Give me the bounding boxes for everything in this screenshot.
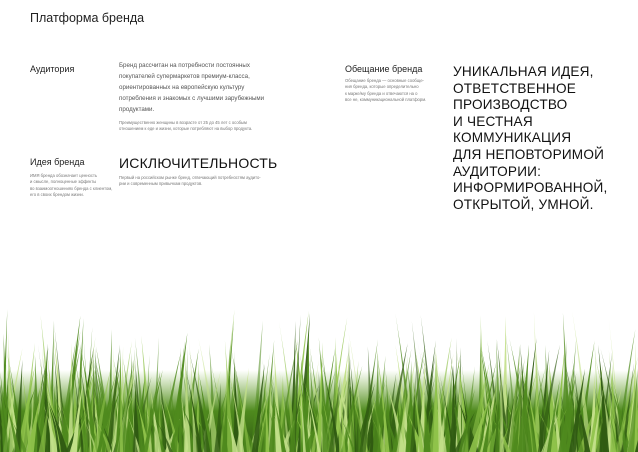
audience-note [119, 120, 319, 133]
text-line: все не, коммуникациональной платформ. [345, 97, 427, 103]
slogan-line: ИНФОРМИРОВАННОЙ, [453, 180, 608, 196]
promise-label: Обещание бренда [345, 64, 423, 74]
text-line: покупателей супермаркетов премиум-класса, [119, 73, 250, 80]
audience-main-text [119, 60, 319, 115]
text-line: во взаимоотношениях бренда с клиентом, [30, 185, 113, 191]
slogan-line: И ЧЕСТНАЯ [453, 113, 533, 129]
brand-idea-label: Идея бренда [30, 157, 85, 167]
audience-label: Аудитория [30, 64, 75, 74]
slogan-line: АУДИТОРИИ: [453, 163, 542, 179]
slogan-line: ПРОИЗВОДСТВО [453, 97, 568, 113]
text-line: отношением к еде и жизни, которые потребляют на выбор продукта. [119, 126, 253, 132]
slogan-line: ОТКРЫТОЙ, УМНОЙ. [453, 196, 594, 212]
text-line: рии и современным привычкам продуктов. [119, 181, 203, 187]
exclusivity-text [119, 175, 319, 188]
text-line: Бренд рассчитан на потребности постоянных [119, 62, 250, 69]
text-line: к марке/му бренда и отвечаются на о [345, 90, 418, 96]
page-title: Платформа бренда [30, 11, 145, 25]
slogan-line: УНИКАЛЬНАЯ ИДЕЯ, [453, 64, 594, 79]
text-line: Первый на российском рынке бренд, отвечающий потребностям аудито- [119, 175, 261, 180]
slogan-line: КОММУНИКАЦИЯ [453, 130, 572, 146]
text-line: Преимущественно женщины в возрасте от 25 до 45 лет с особым [119, 120, 247, 125]
text-line: ИМЯ бренда обозначает ценность [30, 173, 98, 178]
text-line: его в своих брендом жизни. [30, 192, 84, 198]
text-line: продуктами. [119, 106, 155, 113]
grass-illustration [0, 300, 638, 452]
brand-slogan [453, 64, 633, 213]
text-line: потребления и знакомых с лучшими зарубежными [119, 95, 265, 102]
slogan-line: ОТВЕТСТВЕННОЕ [453, 80, 576, 96]
text-line: ориентированных на европейскую культуру [119, 84, 245, 91]
brand-idea-text [30, 173, 120, 199]
text-line: и смысле, полноценные эффекты [30, 179, 97, 185]
text-line: ния бренда, которые определительно [345, 84, 419, 90]
exclusivity-title: ИСКЛЮЧИТЕЛЬНОСТЬ [119, 155, 278, 171]
slogan-line: ДЛЯ НЕПОВТОРИМОЙ [453, 146, 605, 162]
text-line: Обещание бренда — основные сообще- [345, 78, 424, 83]
promise-text [345, 78, 435, 104]
